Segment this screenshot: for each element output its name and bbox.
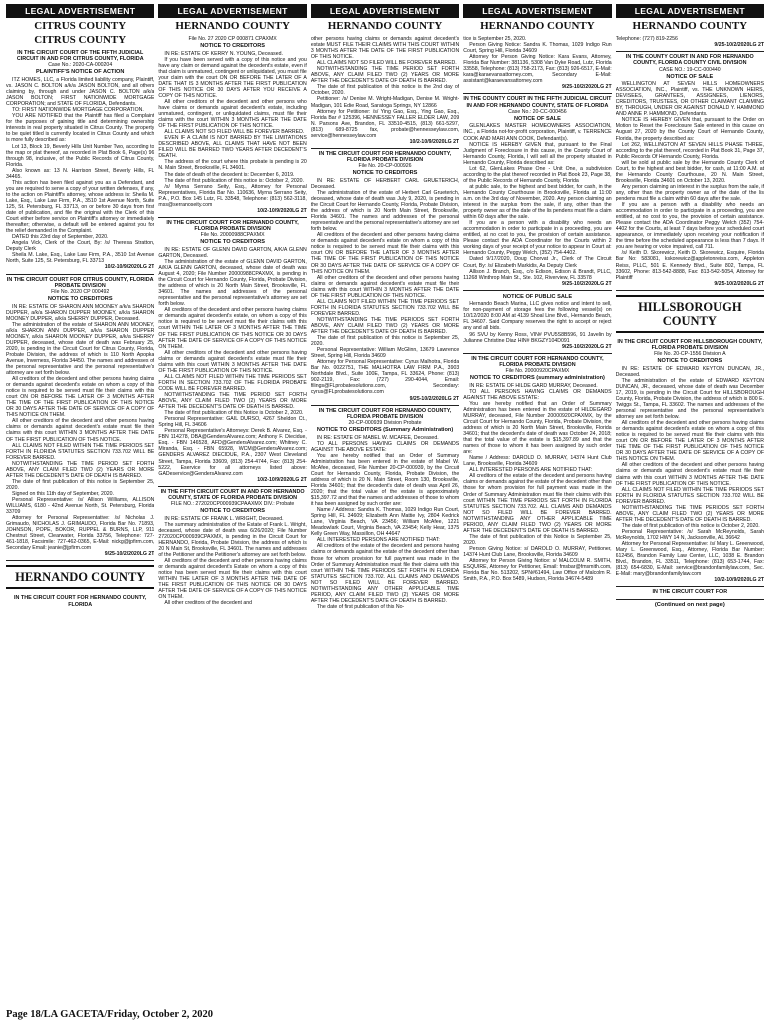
legal-advertisement-banner: LEGAL ADVERTISEMENT [6,4,154,18]
notice-paragraph: The administration of the estate of SHARON ANN MOONEY, a/k/a SHARON ANN DUPPER, a/k/a SHARON DUPPER MOONEY, a/k/a SHARON MOONEY DUPPER, a/k/a SHERRY DUPPER, deceased, whose date of death was February 25, 2020, is pending in the Circuit Court for Citrus County, Florida, Probate Division, the address of which is 110 North Apopka Avenue, Inverness, Florida 34450. The names and addresses of the personal representative and the personal representative's attorney are set forth below. [6,321,155,377]
legal-notice [6,275,154,562]
publication-dates: 10/2-10/9/2020LG 2T [409,138,460,145]
notice-paragraph: The administration of the estate of Herbert Carl Grueterich, deceased, whose date of death was July 9, 2020, is pending in the Circuit Court for Hernando County, Florida, Probate Division, the address of which is 20 North Main Street, Brooksville, Florida 34601. The names and addresses of the personal representative and the personal representative's attorney are set forth below. [310,189,460,233]
notice-court-heading: IN THE CIRCUIT COURT FOR HILLSBOROUGH COUNTY, FLORIDA PROBATE DIVISION [617,338,763,351]
notice-paragraph: TO: FIRST NATIONWIDE MORTGAGE CORPORATION. [12,107,144,114]
page-footer: Page 18/LA GACETA/Friday, October 2, 2020 [6,1009,213,1020]
notice-paragraph: /s/ Keith D. Skorewicz, Keith D. Skorewicz, Esquire, Florida Bar No: 583081, kskorewicz@appletonreiss.com, Appleton Reiss, PLLC, 501 E. Kennedy Blvd., Suite 802, Tampa, FL 33602, Phone: 813-542-8888, Fax: 813-542-5054, Attorney for Plaintiff [615,250,765,281]
notice-paragraph: Hernando Beach Marina, LLC gives notice and intent to sell, for non-payment of storage fees the following vessel(s) on 10/12/2020 8:00 AM at 4139 Shoal Line Blvd., Hernando Beach, FL 34607. Said Company reserves the right to accept or reject any and all bids. [463,301,612,332]
county-heading: CITRUS COUNTY [34,34,127,46]
notice-paragraph: The date of first publication of this notice is October 2, 2020. [621,522,760,529]
legal-column [616,4,764,1004]
notice-paragraph: Personal Representative: /s/ Sarah McReynolds, Sarah McReynolds, 1702 HWY 14 N, Jacksonville, AL 36642 [615,528,765,541]
notice-paragraph: other persons having claims or demands against decedent's estate MUST FILE THEIR CLAIMS WITH THIS COURT WITHIN 3 MONTHS AFTER THE DATE OF THE FIRST PUBLICATION OF THIS NOTICE. [310,36,460,61]
notice-title: NOTICE TO CREDITORS [200,508,265,515]
publication-dates: 10/2-10/9/2020LG 2T [714,577,765,584]
continued-note: (Continued on next page) [654,601,725,608]
publication-dates: 10/2-10/9/2020LG 2T [257,476,307,483]
notice-paragraph: The summary administration of the Estate of Frank L. Wright, deceased, whose date of death was 6/26/2020; File Number 272020CP000939CPAXMX, is pending in the Circuit Court for HERNANDO, Florida, Probate Division, the address of which is 20 N Main St, Brooksville, FL 34601. The names and addresses of the Petitioner and the Petitioner's attorney are set forth below. [158,521,307,558]
notice-paragraph: IN RE: ESTATE OF GLENN DAVID GARTON, A/K/A GLENN GARTON, Deceased. [158,246,307,259]
notice-title: NOTICE TO CREDITORS (Summary Administration) [316,426,454,433]
legal-column [311,4,459,1004]
notice-paragraph: Personal Representative's Attorneys: Derek B. Alvarez, Esq. - FBN 114278, DBA@GendersAlvarez.com; Anthony F. Diecidue, Esq. - FBN 146528, AFD@GendersAlvarez.com; Whitney C. Miranda, Esq. - FBN 65928, WCM@GendersAlvarez.com; GENDERS ALVAREZ DIECIDUE, P.A., 2307 West Cleveland Street, Tampa, Florida 33609, (813) 254-4744, Fax: (813) 254-5222, Eservice for all attorneys listed above: GADeservice@GendersAlvarez.com [158,428,307,477]
legal-notice [311,34,459,149]
notice-paragraph: TO ALL PERSONS HAVING CLAIMS OR DEMANDS AGAINST THE ABOVE ESTATE: [310,440,460,453]
notice-case-number: File No. 20-CP-000926 [358,163,412,170]
notice-case-number: File No. 27 2020 CP 000871 CPAXMX [188,36,277,42]
newspaper-page [6,4,764,1004]
notice-court-heading: IN THE COUNTY COURT IN THE FIFTH JUDICIAL CIRCUIT IN AND FOR HERNANDO COUNTY, STATE OF FLORIDA [463,96,612,109]
legal-notice [616,52,764,291]
notice-case-number: 20-CP-000939 Division Probate [348,419,422,426]
notice-court-heading: IN THE CIRCUIT COURT FOR HERNANDO COUNTY, FLORIDA PROBATE DIVISION [166,219,299,233]
notice-paragraph: IN RE: ESTATE OF HERBERT CARL GRUETERICH, Deceased. [310,177,460,190]
publication-dates: 9/25-10/2/2020LG 2T [562,343,612,350]
notice-paragraph: All other creditors of the decedent and [164,600,253,607]
notice-court-heading: IN THE FIFTH CIRCUIT COURT IN AND FOR HERNANDO COUNTY, STATE OF FLORIDA PROBATE DIVISION [160,488,305,501]
county-heading: HERNANDO COUNTY [632,20,748,32]
notice-paragraph: NOTICE IS HEREBY GIVEN that, pursuant to the Order on Motion to Reset the Foreclosure Sale entered in this cause on August 27, 2020 by the County Court of Hernando County, Florida, the property described as: [615,117,765,142]
notice-paragraph: 96 SVU by Kenny Ross, VIN# PVU5S8B596, 91 Javelin by Julianne Christine Diaz HIN# BKGZY104D091 [463,331,612,344]
notice-paragraph: Name / Address: Sandra K. Thomas, 1029 Indigo Run Court, Spring Hill, FL 34609; Elizabeth Ann Mattie Ivy, 2804 Kedrick Lane, Virginia Beach, VA 23456; William McAfee, 1221 Meadowlark Court, Virginia Beach, VA 23454; Kelly Hear, 1375 Kelly Green Way, Massillon, OH 44647 [310,507,460,538]
notice-paragraph: IN RE: ESTATE OF KERRY N. YOUNG, Deceased. [164,50,283,57]
notice-paragraph: /s/ Myrna Serrano Seity, Esq., Attorney for Personal Representatives, Florida Bar No. 110636, Myrna Serrano Seity, P.A., P.O. Box 145 Lutz, FL 33548, Telephone: (813) 562-3118, mss@serranoseity.com [158,183,307,208]
notice-paragraph: NOTICE IS HEREBY GIVEN that, pursuant to the Final Judgment of Foreclosure in this cause, in the County Court of Hernando County, Florida, I will sell all the property situated in Hernando County, Florida described as: [463,141,612,166]
notice-paragraph: Sheila M. Lake, Esq., Lake Law Firm, P.A., 3510 1st Avenue North, Suite 125, St. Petersburg, FL 33713 [6,252,155,265]
county-heading-large: HERNANDO COUNTY [6,565,154,589]
notice-paragraph: The date of first publication of this Notice is September 25, 2020. [463,533,612,546]
notice-paragraph: Lot 13, Block 19, Beverly Hills Unit Number Two, according to the map or plat thereof, as recorded in Plat Book 6, Page(s) 96 through 98, inclusive, of the Public Records of Citrus County, Florida. [6,143,155,168]
notice-paragraph: If you are a person with a disability who needs an accommodation in order to participate in a proceeding, you are entitled, at no cost to you, the provision of certain assistance. Please contact the ADA Coordinator Peggy Welch (352) 754-4402 for the Courts, at least 7 days before your scheduled court appearance, or immediately upon receiving your notification if the time before the scheduled appearance is less than 7 days. If you are hearing or voice impaired, call 711. [615,202,765,251]
notice-paragraph: This action has been filed against you as a Defendant, and you are required to serve a copy of your written defenses, if any, to the action on Plaintiff's attorney, whose address is: Sheila M. Lake, Esq., Lake Law Firm, P.A., 3510 1st Avenue North, Suite 125, St. Petersburg, FL 33713, on or before 30 days from first date of publication, and file the original with the Clerk of this Court either before service on Plaintiff's attorney or immediately thereafter; otherwise, a default will be entered against you for the relief demanded in the Complaint. [6,179,155,235]
notice-paragraph: You are hereby notified that an Order of Summary Administration has been entered in the estate of Mabel W. McAfee, deceased, File Number 20-CP-000939, by the Circuit Court for Hernando County, Florida, Probate Division, the address of which is 20 N. Main Street, Room 130, Brooksville, Florida 34601; that the decedent's date of death was April 26, 2020; that the total value of the estate is approximately $15,397.72 and that the names and addresses of those to whom it has been assigned by such order are: [310,452,460,508]
notice-paragraph: ALL CLAIMS NOT FILED WITHIN THE TIME PERIODS SET FORTH IN FLORIDA STATUTES SECTION 733.702 WILL BE FOREVER BARRED. [6,442,155,461]
notice-paragraph: Petitioner: /s/ Denise M. Wright-Madigan, Denise M. Wright-Madigan, 101 Edie Road, Saratoga Springs, NY 12866 [310,96,460,109]
notice-case-number: Case No.: 2020-CA-000204 [48,62,113,69]
legal-notice [463,94,611,290]
notice-paragraph: The date of first publication of this notice is the 2nd day of October, 2020. [310,84,460,97]
legal-notice [311,149,459,406]
notice-case-number: Case No.: 20-CC-000456 [508,108,567,115]
notice-paragraph: All creditors of the estate of the decedent and persons having claims or demands against the estate of the decedent other than those for whom provision for full payment was made in the Order of Summary Administration must file their claims with this court WITHIN THE TIME PERIODS SET FORTH IN FLORIDA STATUTES SECTION 733.702. ALL CLAIMS AND DEMANDS NOT SO FILED WILL BE FOREVER BARRED. NOTWITHSTANDING ANY OTHER APPLICABLE TIME PERIOD, ANY CLAIM FILED TWO (2) YEARS OR MORE AFTER THE DECEDENT'S DATE OF DEATH IS BARRED. [310,543,460,604]
legal-notice [6,593,154,610]
notice-paragraph: ALL CLAIMS NOT FILED WITHIN THE TIME PERIODS SET FORTH IN FLORIDA STATUTES SECTION 733.702 WILL BE FOREVER BARRED. [310,298,460,317]
notice-case-number: FILE NO.: 272020CP000939CPAAXMX DIV.: Probate [170,501,295,508]
county-heading: HERNANDO COUNTY [175,20,290,32]
notice-paragraph: Attorney for Person Giving Notice: Kara Evans, Attorney, Florida Bar Number: 381136, 5308 Van Dyke Road, Lutz, Florida 33558, Telephone: (813) 758-2173, Fax: (813) 926-6517, E-Mail: kara@karaevansattorney.com, Secondary E-Mail: assistant@karaevansattorney.com [463,54,612,85]
notice-paragraph: Person Giving Notice: Sandra K. Thomas, 1029 Indigo Run Court, Spring Hill, Florida 34609 [463,42,612,55]
notice-paragraph: WELLINGTON AT SEVEN HILLS HOMEOWNERS ASSOCIATION, INC., Plaintiff, vs. THE UNKNOWN HEIRS, DEVISEES, GRANTEES, ASSIGNEES, LIENORS, CREDITORS, TRUSTEES, OR OTHER CLAIMANT CLAIMING BY, THROUGH, UNDER OR AGAINST DONALD Y. HAMMOND AND ANNE P. HAMMOND, Defendants. [615,81,765,118]
notice-title: PLAINTIFF'S NOTICE OF ACTION [35,69,125,76]
notice-paragraph: The date of first publication of this notice is September 25, 2020. [310,335,460,348]
notice-paragraph: All creditors of the decedent and other persons having claims or demands against decedent's estate on whom a copy of this notice is required to be served must file their claims with this court ON OR BEFORE THE LATER OF 3 MONTHS AFTER THE TIME OF THE FIRST PUBLICATION OF THIS NOTICE OR 30 DAYS AFTER THE DATE OF SERVICE OF A COPY OF THIS NOTICE ON THEM. [615,420,765,463]
legal-notice [158,487,306,610]
notice-paragraph: Attorney for Personal Representative: /s/ Mary L. Greenwood, Mary L. Greenwood, Esq., Attorney, Florida Bar Number: 612456, Brandon Family Law Center, LLC, 1038 E. Brandon Blvd., Brandon, FL 33511, Telephone: (813) 653-1744, Fax: (813) 654-6830, E-Mail: service@brandonfamilylaw.com, Sec. E-Mail: mary@brandonfamilylaw.com [615,541,765,578]
notice-paragraph: GLENLAKES MASTER HOMEOWNERS ASSOCIATION, INC., a Florida not-for-profit corporation, Plaintiff, v. TERRENCE COOK AND MARI ANN COOK, Defendant(s). [463,123,612,142]
publication-dates: 9/25-10/2/2020LG 2T [714,42,765,49]
notice-paragraph: All creditors of the estate of the decedent and persons having claims or demands against the estate of the decedent other than those for whom provision for full payment was made in the Order of Summary Administration must file their claims with this court WITHIN THE TIME PERIODS SET FORTH IN FLORIDA STATUTES SECTION 733.702. ALL CLAIMS AND DEMANDS NOT SO FILED WILL BE FOREVER BARRED. NOTWITHSTANDING ANY OTHER APPLICABLE TIME PERIOD, ANY CLAIM FILED TWO (2) YEARS OR MORE AFTER THE DECEDENT'S DATE OF DEATH IS BARRED. [463,473,612,534]
legal-column [463,4,611,1004]
notice-paragraph: Person Giving Notice: s/ DAROLD O. MURRAY, Petitioner, 14374 Hunt Club Lane, Brooksville, Florida 34609 [463,545,612,558]
county-heading-large: HILLSBOROUGH COUNTY [616,295,764,333]
notice-title: NOTICE TO CREDITORS [657,358,723,365]
legal-columns [6,4,764,1004]
legal-notice [311,406,459,613]
notice-paragraph: Personal Representative: GAIL DURSO, 4267 Sheldon Ct., Spring Hill, FL 34606 [158,416,307,429]
notice-paragraph: All creditors of the decedent and other persons having claims or demands against decedent's Estate on whom a copy of this notice has been served must file their claims with this court WITHIN THE LATER OF 3 MONTHS AFTER THE DATE OF THE FIRST PUBLICATION OF THIS NOTICE OR 30 DAYS AFTER THE DATE OF SERVICE OF A COPY OF THIS NOTICE ON THEM. [158,558,307,601]
publication-dates: 9/25-10/2/2020LG 2T [562,280,612,287]
notice-paragraph: TO ALL PERSONS HAVING CLAIMS OR DEMANDS AGAINST THE ABOVE ESTATE: [463,388,612,401]
notice-paragraph: Lot 262, WELLINGTON AT SEVEN HILLS PHASE THREE, according to the plat thereof, recorded in Plat Book 31, Page 37, Public Records Of Hernando County, Florida. [615,141,765,160]
notice-paragraph: The date of first publication of this notice is: October 2, 2020. [164,177,304,184]
publication-dates: 9/25-10/2/2020LG 2T [104,551,155,558]
county-heading: HERNANDO COUNTY [327,20,443,32]
notice-case-number: File No. 20000988CPAXMX [200,232,265,239]
notice-paragraph: IN RE: ESTATE OF SHARON ANN MOONEY a/k/a SHARON DUPPER, a/k/a SHARON DUPPER MOONEY, a/k/a SHARON MOONEY DUPPER, a/k/a SHERRY DUPPER, Deceased. [6,303,155,322]
notice-paragraph: The date of death of the decedent is: December 6, 2019. [164,171,295,178]
notice-title: NOTICE TO CREDITORS [200,43,265,49]
notice-paragraph: The administration of the estate of EDWARD KEYTON DUNCAN, JR., deceased, whose date of death was December 17, 2019, is pending in the Circuit Court for HILLSBOROUGH County, Florida, Probate Division, the address of which is 800 E. Twiggs St., Tampa, FL 33602. The names and addresses of the personal representative and the personal representative's attorney are set forth below. [615,377,765,421]
notice-paragraph: NOTWITHSTANDING THE TIME PERIOD SET FORTH ABOVE, ANY CLAIM FILED TWO (2) YEARS OR MORE AFTER THE DECEDENT'S DATE OF DEATH IS BARRED. [6,460,155,479]
publication-dates: 9/25-10/2/2020LG 2T [409,395,460,402]
notice-paragraph: NOTWITHSTANDING THE TIME PERIODS SET FORTH ABOVE, ANY CLAIM FILED TWO (2) YEARS OR MORE AFTER THE DECEDENT'S DATE OF DEATH IS BARRED. [310,316,460,336]
legal-advertisement-banner: LEGAL ADVERTISEMENT [616,4,764,18]
notice-paragraph: ALL CLAIMS NOT FILED WITHIN THE TIME PERIODS SET FORTH IN FLORIDA STATUTES SECTION 733.702 WILL BE FOREVER BARRED. [615,486,765,505]
notice-title: NOTICE TO CREDITORS [47,295,113,302]
notice-title: NOTICE OF PUBLIC SALE [502,293,573,300]
legal-notice [463,354,611,586]
notice-paragraph: Attorney for Personal Representative: Cyrus Malhotra, Florida Bar No. 0022751, THE MALHOTRA LAW FIRM P.A., 3903 Northdale Blvd., Suite 100E, Tampa, FL 33624, Phone: (813) 902-2119, Fax: (727) 290-4044, Email: filings@FLprobatesolutions.com, Secondary: cyrus@FLprobatesolutions.com [310,359,460,396]
notice-paragraph: All other creditors of the decedent and other persons having claims or demands against decedent's estate must file their claims with this court WITHIN 3 MONTHS AFTER THE DATE OF THE FIRST PUBLICATION OF THIS NOTICE. [158,349,307,374]
notice-title: NOTICE TO CREDITORS (summary administration) [469,375,605,382]
publication-dates: 10/2-10/9/2020LG 2T [104,264,155,271]
notice-court-heading: IN THE CIRCUIT COURT FOR [652,589,728,596]
notice-paragraph: The date of first publication of this Notice is October 2, 2020. [164,410,304,417]
notice-title: NOTICE OF SALE [513,115,561,122]
notice-paragraph: Telephone: (727) 819-2256 [615,36,678,42]
notice-paragraph: ALL CLAIMS NOT FILED WITHIN THE TIME PERIODS SET FORTH IN SECTION 733.702 OF THE FLORIDA PROBATE CODE WILL BE FOREVER BARRED. [158,373,307,392]
notice-court-heading: IN THE CIRCUIT COURT FOR HERNANDO COUNTY, FLORIDA PROBATE DIVISION [471,355,604,368]
notice-paragraph: ITZ HOMES, LLC, a Florida limited liability company, Plaintiff, vs. JASON C. BOLTON a/k/a JASON BOLTON, and all others claiming by, through and under JASON C. BOLTON a/k/a JASON BOLTON; FIRST NATIONWIDE MORTGAGE CORPORATION; and STATE OF FLORIDA, Defendants. [6,77,155,108]
notice-court-heading: IN THE CIRCUIT COURT FOR HERNANDO COUNTY, FLORIDA PROBATE DIVISION [318,150,452,164]
notice-paragraph: DATED this 23rd day of September, 2020. [12,234,109,241]
notice-court-heading: IN THE CIRCUIT COURT FOR HERNANDO COUNTY, FLORIDA PROBATE DIVISION [318,407,452,420]
notice-case-number: CASE NO.: 19-CC-000440 [658,66,721,73]
notice-paragraph: The administration of the estate of GLENN DAVID GARTON, A/K/A GLENN GARTON, deceased, whose date of death was August 4, 2020; File Number 20000988CPAXMX, is pending in the Circuit Court for Hernando County, Florida, Probate Division, the address of which is 20 North Main Street, Brooksville, FL 34601. The names and addresses of the personal representative and the personal representative's attorney are set forth below. [158,258,307,308]
notice-paragraph: NOTWITHSTANDING THE TIME PERIOD SET FORTH ABOVE, ANY CLAIM FILED TWO (2) YEARS OR MORE AFTER THE DECEDENT'S DATE OF DEATH IS BARRED. [310,66,460,85]
legal-notice [463,291,611,354]
legal-notice [616,34,764,52]
notice-title: NOTICE TO CREDITORS [200,239,265,246]
notice-paragraph: All other creditors of the decedent and other persons who have claims or demands against decedent's estate, including unmatured, contingent, or unliquidated claims, must file their claims with the court WITHIN 3 MONTHS AFTER THE DATE OF THE FIRST PUBLICATION OF THIS NOTICE. [158,98,307,130]
notice-paragraph: Also known as: 13 N. Harrison Street, Beverly Hills, FL 34465. [6,167,155,180]
notice-paragraph: Signed on this 11th day of September, 2020. [12,490,114,497]
notice-paragraph: NOTWITHSTANDING THE TIME PERIOD SET FORTH ABOVE, ANY CLAIM FILED TWO (2) YEARS OR MORE AFTER THE DECEDENT'S DATE OF DEATH IS BARRED. [158,391,307,411]
notice-paragraph: Attorney for Personal Representative: /s/ Nicholas J. Grimaudo, NICHOLAS J. GRIMAUDO, Florida Bar No. 71893, JOHNSON, POPE, BOKOR, RUPPEL & BURNS, LLP, 911 Chestnut Street, Clearwater, Florida 33756, Telephone: 727-461-1818, Facsimile: 727-462-0365, E-Mail: nickg@jpfirm.com, Secondary Email: jeanie@jpfirm.com [6,515,155,552]
legal-notice [463,34,611,94]
notice-paragraph: tice is September 25, 2020. [463,36,527,42]
notice-paragraph: All other creditors of the decedent and other persons having claims or demands against decedent's estate must file their claims with this court WITHIN 3 MONTHS AFTER THE DATE OF THE FIRST PUBLICATION OF THIS NOTICE. [6,418,155,443]
notice-court-heading: IN THE CIRCUIT COURT FOR HERNANDO COUNTY, FLORIDA [14,595,147,608]
notice-paragraph: Lot 62, GlenLakes Phase One - Unit One, a subdivision according to the plat thereof recorded in Plat Book 23, Page 38, of the Public Records of Hernando County, Florida [463,165,612,184]
publication-dates: 9/25-10/2/2020LG 2T [562,84,612,91]
county-heading: HERNANDO COUNTY [480,20,595,32]
notice-title: NOTICE OF SALE [666,73,714,80]
legal-notice [616,587,764,599]
notice-paragraph: All creditors of the decedent and other persons having claims or demands against decedent's estate on whom a copy of this notice is required to be served must file their claims with this court ON OR BEFORE THE LATER OF 3 MONTHS AFTER THE TIME OF THE FIRST PUBLICATION OF THIS NOTICE OR 30 DAYS AFTER THE DATE OF SERVICE OF A COPY OF THIS NOTICE ON THEM. [310,232,460,275]
legal-notice [158,34,306,218]
notice-paragraph: Dated 9/17/2020, Doug Chorvat Jr., Clerk of The Circuit Court, By: /s/ Elizabeth Markidis, As Deputy Clerk [463,256,612,269]
notice-case-number: File No. 20000920CPAXMX [505,368,570,375]
legal-advertisement-banner: LEGAL ADVERTISEMENT [463,4,611,18]
legal-notice [616,337,764,588]
notice-court-heading: IN THE CIRCUIT COURT OF THE FIFTH JUDICIAL CIRCUIT IN AND FOR CITRUS COUNTY, FLORIDA [16,50,144,63]
notice-paragraph: YOU ARE NOTIFIED that the Plaintiff has filed a Complaint for the purposes of gaining title and determining ownership interests in real property situated in Citrus County. The property to be quiet titled is currently located in Citrus County and which is more fully described as: [6,113,155,144]
notice-paragraph: Attorney for Petitioner: /s/ Ying Gao, Esq., Ying Gao, Esq., Florida Bar # 125396, HENNESSEY FALLER ELDER LAW, 209 N. Parsons Ave, Brandon, FL 33510-4515, (813) 661-5297, (813) 689-8725 fax, probate@hennesseylaw.com, service@hennesseylaw.com [310,108,460,139]
legal-advertisement-banner: LEGAL ADVERTISEMENT [158,4,306,18]
notice-paragraph: ALL CLAIMS NOT SO FILED WILL BE FOREVER BARRED. [164,129,305,136]
notice-court-heading: IN THE COUNTY COURT IN AND FOR HERNANDO COUNTY, FLORIDA COUNTY CIVIL DIVISION [625,54,754,67]
notice-paragraph: EVEN IF A CLAIM IS NOT BARRED BY THE LIMITATIONS DESCRIBED ABOVE, ALL CLAIMS THAT HAVE NOT BEEN FILED WILL BE BARRED TWO YEARS AFTER DECEDENT'S DEATH. [158,135,307,160]
notice-paragraph: You are hereby notified that an Order of Summary Administration has been entered in the estate of HILDEGARD MURRAY, deceased, File Number 20000920CPAXMX, by the Circuit Court for Hernando County, Florida, Probate Division, the address of which is 20 North Main Street, Brooksville, Florida 34601; that the decedent's date of death was October 24, 2018; that the total value of the estate is $15,397.89 and that the names of those to whom it has been assigned by such order are: [463,400,612,456]
notice-paragraph: All other creditors of the decedent and other persons having claims or demands against decedent's estate must file their claims with this court WITHIN 3 MONTHS AFTER THE DATE OF THE FIRST PUBLICATION OF THIS NOTICE. [310,274,460,299]
notice-paragraph: at public sale, to the highest and best bidder, for cash, in the Hernando County Courthouse in Brooksville, Florida at 11:00 a.m. on the 3rd day of November, 2020. Any person claiming an interest in the surplus from the sale, if any, other than the property owner as of the date of the lis pendens must file a claim within 60 days after the sale. [463,183,612,221]
publication-dates: 9/25-10/2/2020LG 2T [714,280,765,287]
notice-paragraph: If you have been served with a copy of this notice and you have any claim or demand against the decedent's estate, even if that claim is unmatured, contingent or unliquidated, you must file your claim with the court ON OR BEFORE THE LATER OF A DATE THAT IS 3 MONTHS AFTER THE FIRST PUBLICATION OF THIS NOTICE OR 30 DAYS AFTER YOU RECEIVE A COPY OF THIS NOTICE. [158,56,307,99]
notice-court-heading: IN THE CIRCUIT COURT FOR CITRUS COUNTY, FLORIDA PROBATE DIVISION [6,276,154,289]
legal-notice [6,48,154,275]
notice-paragraph: The date of first publication of this No- [316,603,405,610]
legal-column [158,4,306,1004]
notice-paragraph: IN RE: ESTATE OF FRANK L. WRIGHT, Deceased. [164,515,284,522]
legal-column [6,4,154,1004]
notice-case-number: File No. 2020 CP 000492 [51,288,110,295]
notice-title: NOTICE TO CREDITORS [352,170,418,177]
notice-paragraph: IN RE: ESTATE OF EDWARD KEYTON DUNCAN, JR., Deceased. [615,365,765,378]
legal-advertisement-banner: LEGAL ADVERTISEMENT [311,4,459,18]
notice-case-number: File No. 20-CP-1556 Division A [654,351,726,358]
notice-paragraph: All creditors of the decedent and other persons having claims or demands against decedent's estate on whom a copy of this notice is required to be served must file their claims with this court ON OR BEFORE THE LATER OF 3 MONTHS AFTER THE TIME OF THE FIRST PUBLICATION OF THIS NOTICE OR 30 DAYS AFTER THE DATE OF SERVICE OF A COPY OF THIS NOTICE ON THEM. [6,376,155,419]
notice-paragraph: will be sold at public sale by the Hernando County Clerk of Court, to the highest and best bidder, for cash, at 11:00 A.M. at the Hernando County Courthouse, 20 N. Main Street, Brooksville, Florida 34601 on October 13, 2020. [615,159,765,184]
notice-paragraph: IN RE: ESTATE OF HILDE GARD MURRAY, Deceased. [469,382,598,389]
notice-paragraph: Allison J. Branch, Esq., c/o Edison, Edison & Brandt, PLLC, 11268 Winthrop Main St., Ste. 102, Riverview, FL 33578 [463,268,612,281]
notice-paragraph: If you are a person with a disability who needs an accommodation in order to participate in a proceeding, you are entitled, at no cost to you, the provision of certain assistance. Please contact the ADA Coordinator for the Courts within 2 working days of your receipt of your notice to appear in Court at: Hernando County, Peggy Welch, (352) 754-4402. [463,220,612,257]
notice-paragraph: Any person claiming an interest in the surplus from the sale, if any, other than the property owner as of the date of the lis pendens must file a claim within 60 days after the sale. [615,183,765,202]
notice-paragraph: ALL INTERESTED PERSONS ARE NOTIFIED THAT: [469,467,593,474]
publication-dates: 10/2-10/9/2020LG 2T [257,207,307,214]
notice-paragraph: Angela Vick, Clerk of the Court, By: /s/ Theresa Stratton, Deputy Clerk [6,240,155,253]
notice-paragraph: Personal Representative: William McGlinn, 13679 Lawrence Street, Spring Hill, Florida 34609 [310,347,460,360]
notice-paragraph: The address of the court where this probate is pending is 20 N. Main Street, Brooksville, FL 34601. [158,159,307,172]
notice-paragraph: IN RE: ESTATE OF MABEL W. MCAFEE, Deceased. [316,434,439,441]
notice-paragraph: The date of first publication of this notice is September 25, 2020. [6,478,155,491]
notice-paragraph: ALL CLAIMS NOT SO FILED WILL BE FOREVER BARRED. [316,60,457,67]
notice-paragraph: Personal Representative: /s/ Allison Williams, ALLISON WILLIAMS, 6180 - 42nd Avenue North, St. Petersburg, Florida 33709 [6,497,155,516]
notice-paragraph: All other creditors of the decedent and other persons having claims or demands against decedent's estate must file their claims with this court WITHIN 3 MONTHS AFTER THE DATE OF THE FIRST PUBLICATION OF THIS NOTICE. [615,462,765,487]
notice-paragraph: ALL INTERESTED PERSONS ARE NOTIFIED THAT: [316,537,440,544]
legal-notice [158,218,306,487]
county-heading: CITRUS COUNTY [34,20,127,32]
notice-paragraph: NOTWITHSTANDING THE TIME PERIODS SET FORTH ABOVE, ANY CLAIM FILED TWO (2) YEARS OR MORE AFTER THE DECEDENT'S DATE OF DEATH IS BARRED. [615,504,765,523]
notice-paragraph: Attorney for Person Giving Notice: s/ MALCOLM R. SMITH, ESQUIRE, Attorney for Petitioner, Email: fmsbar@fmsmith.com, Florida Bar No. 513202, SPN#61494, Law Office of Malcolm R. Smith, P.A., P.O. Box 5489, Hudson, Florida 34674-5489 [463,558,612,583]
notice-paragraph: All creditors of the decedent and other persons having claims or demands against decedent's estate, on whom a copy of this notice is required to be served must file their claims with this court WITHIN THE LATER OF 3 MONTHS AFTER THE TIME OF THE FIRST PUBLICATION OF THIS NOTICE OR 30 DAYS AFTER THE DATE OF SERVICE OF A COPY OF THIS NOTICE ON THEM. [158,307,307,350]
notice-paragraph: Name / Address: DAROLD O. MURRAY, 14374 Hunt Club Lane, Brooksville, Florida 34609 [463,455,612,468]
